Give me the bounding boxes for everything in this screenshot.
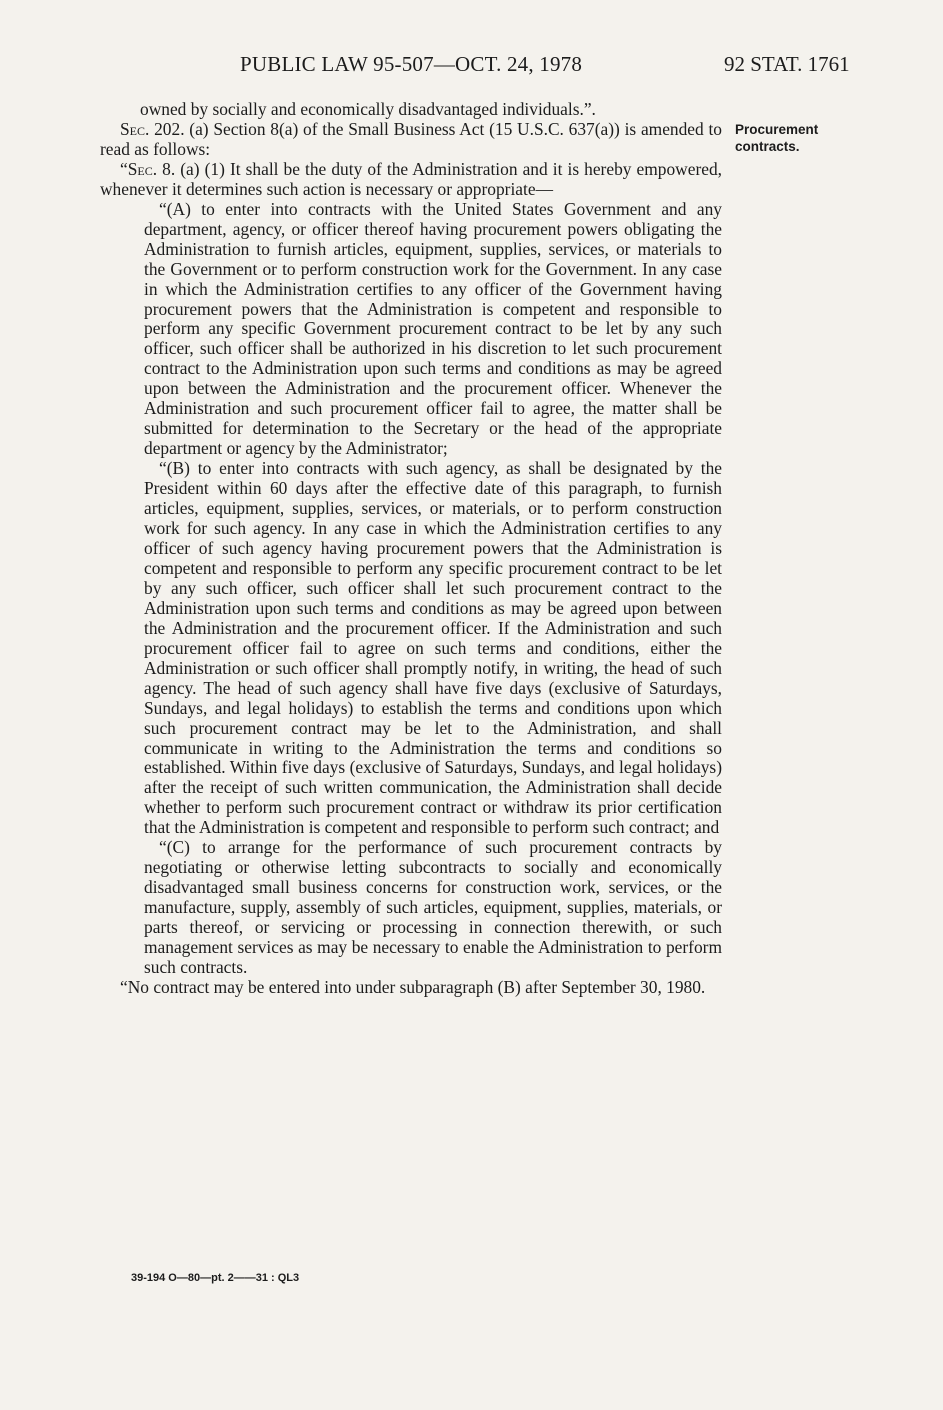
print-code-footer: 39-194 O—80—pt. 2——31 : QL3 [131, 1272, 300, 1284]
subparagraph-a: “(A) to enter into contracts with the United States Government and any department, agency, or officer thereof having procurement powers obligating the Administration to furnish articles, equipment, supplies, services, or materials to the Government or to perform construction work for the Government. In any case in which the Administration certifies to any officer of the Government having procurement powers that the Administration is competent and responsible to perform any specific Government procurement contract to be let by any such officer, such officer shall be authorized in his discretion to let such procurement contract to the Administration upon such terms and conditions as may be agreed upon between the Administration and the procurement officer. Whenever the Administration and such procurement officer fail to agree, the matter shall be submitted for determination to the Secretary or the head of the appropriate department or agency by the Administrator; [144, 198, 722, 459]
paragraph-owned-by: owned by socially and economically disadvantaged individuals.”. [140, 99, 596, 119]
margin-note [735, 121, 845, 155]
section-label: Sec. [127, 158, 158, 179]
page-header-title: PUBLIC LAW 95-507—OCT. 24, 1978 [240, 52, 583, 76]
section-label: Sec. [120, 118, 150, 139]
open-quote: “ [120, 158, 128, 179]
document-body [100, 100, 722, 998]
margin-note-line-1: Procurement [735, 122, 819, 137]
subparagraph-b: “(B) to enter into contracts with such agency, as shall be designated by the President within 60 days after the effective date of this paragraph, to furnish articles, equipment, supplies, services, or materials, or to perform construction work for such agency. In any case in which the Administration certifies to any officer of such agency having procurement powers that the Administration is competent and responsible to perform any specific procurement contract to be let by any such officer, such officer shall let such procurement contract to the Administration upon such terms and conditions as may be agreed upon between the Administration and the procurement officer. If the Administration and such procurement officer fail to agree on such terms and conditions, either the Administration or such officer shall promptly notify, in writing, the head of such agency. The head of such agency shall have five days (exclusive of Saturdays, Sundays, and legal holidays) to establish the terms and conditions upon which such procurement contract may be let to the Administration, and shall communicate in writing to the Administration the terms and conditions so established. Within five days (exclusive of Saturdays, Sundays, and legal holidays) after the receipt of such written communication, the Administration shall decide whether to perform such procurement contract or withdraw its prior certification that the Administration is competent and responsible to perform such contract; and [144, 458, 722, 838]
subparagraph-c: “(C) to arrange for the performance of such procurement contracts by negotiating or otherwise letting subcontracts to socially and economically disadvantaged small business concerns for construction work, services, or the manufacture, supply, assembly of such articles, equipment, supplies, materials, or parts thereof, or servicing or processing in connection therewith, or such management services as may be necessary to enable the Administration to perform such contracts. [144, 837, 722, 977]
section-8-text: 8. (a) (1) It shall be the duty of the Administration and it is hereby empowered, whenever it determines such action is necessary or appropriate— [100, 158, 722, 199]
margin-note-line-2: contracts. [735, 139, 800, 154]
page-header-stat-number: 92 STAT. 1761 [724, 52, 850, 76]
section-202-text: 202. (a) Section 8(a) of the Small Business Act (15 U.S.C. 637(a)) is amended to read as follows: [100, 118, 722, 159]
paragraph-section-8 [100, 160, 722, 200]
paragraph-no-contract: “No contract may be entered into under subparagraph (B) after September 30, 1980. [120, 976, 706, 997]
paragraph-section-202 [100, 120, 722, 160]
page-header [0, 52, 943, 82]
